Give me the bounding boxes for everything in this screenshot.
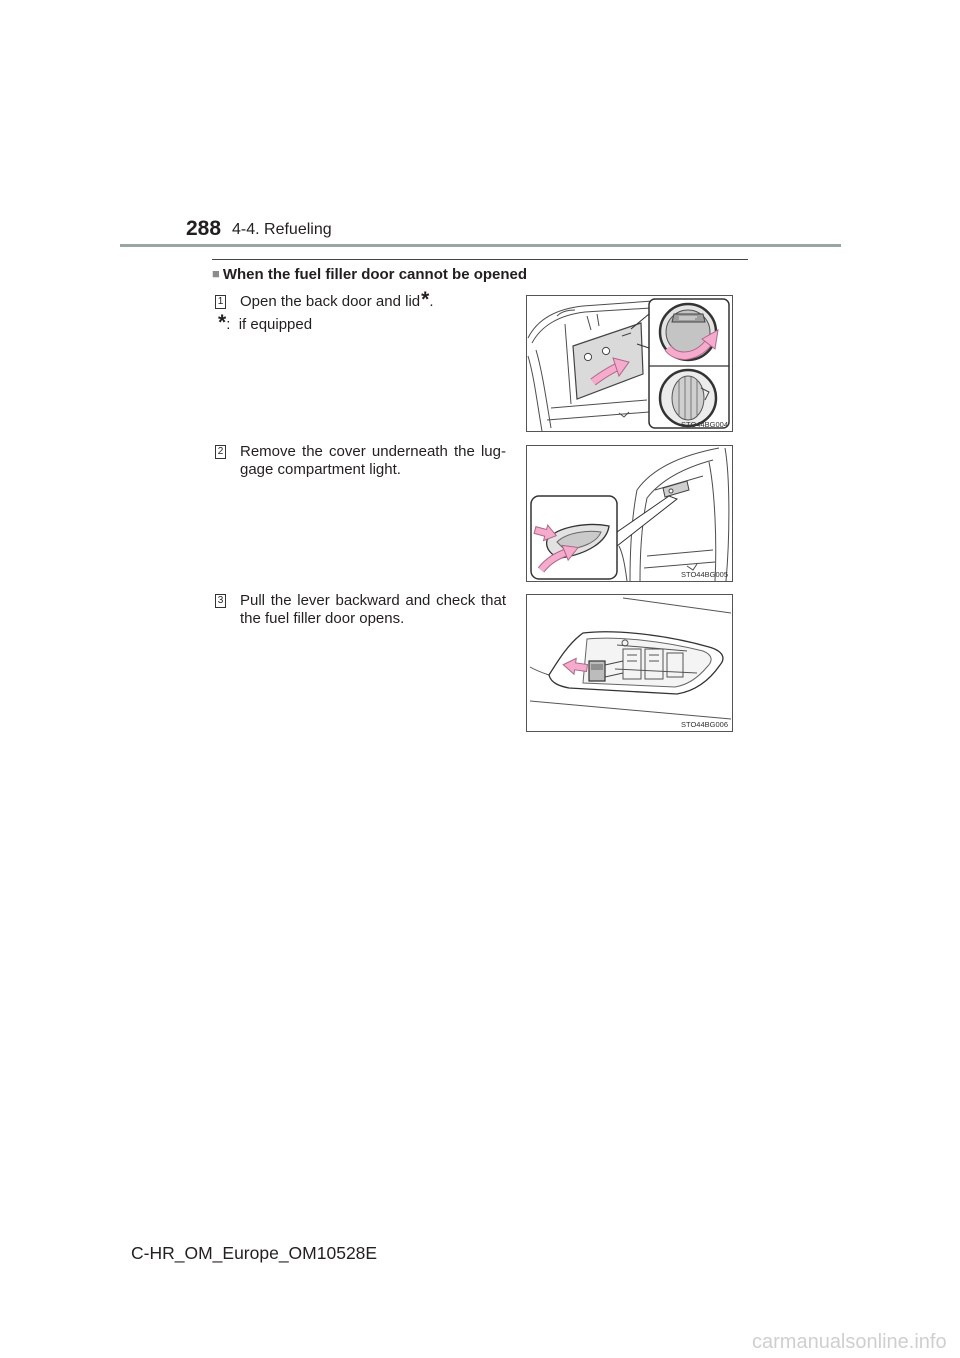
step-1-asterisk: *	[421, 288, 430, 311]
page-number: 288	[186, 217, 222, 240]
topic-rule	[212, 259, 748, 260]
step-3-text	[240, 592, 506, 628]
step-1-number: 1	[215, 295, 226, 309]
step-1-text	[240, 288, 506, 311]
section-name: 4-4. Refueling	[232, 221, 332, 238]
footnote-asterisk: *	[218, 311, 227, 334]
step-1-figure	[526, 295, 733, 432]
watermark: carmanualsonline.info	[752, 1331, 947, 1353]
back-door-lid-illustration	[527, 296, 732, 431]
header-rule	[120, 244, 841, 247]
car-rear-outline	[619, 448, 729, 581]
step-2-line-2: gage compartment light.	[240, 461, 401, 478]
step-1-period: .	[429, 293, 434, 310]
square-bullet-icon: ■	[212, 266, 220, 281]
release-lever-illustration	[527, 595, 732, 731]
step-2-figure	[526, 445, 733, 582]
step-2-line-1: Remove the cover underneath the lug-	[240, 443, 506, 460]
topic-title: When the fuel filler door cannot be opened	[222, 266, 528, 283]
callout-leader	[617, 496, 677, 546]
step-3-number: 3	[215, 594, 226, 608]
document-id: C-HR_OM_Europe_OM10528E	[131, 1243, 378, 1263]
step-3-line-2: the fuel filler door opens.	[240, 610, 405, 627]
step-1-instruction: Open the back door and lid	[240, 293, 421, 310]
cover-detail-callout	[531, 496, 617, 579]
step-3-figure	[526, 594, 733, 732]
fuel-cap-detail-callout	[649, 299, 729, 428]
figure-code: STO44BG005	[681, 570, 728, 579]
cap-side-view	[660, 370, 716, 426]
step-2-number: 2	[215, 445, 226, 459]
luggage-light-cover-illustration	[527, 446, 732, 581]
luggage-side-lid	[573, 323, 643, 399]
footnote-text: : if equipped	[226, 316, 313, 333]
figure-code: STO44BG004	[681, 420, 728, 429]
step-1-footnote	[218, 311, 313, 334]
figure-code: STO44BG006	[681, 720, 728, 729]
topic-heading	[212, 266, 527, 284]
step-3-line-1: Pull the lever backward and check that	[240, 592, 506, 609]
step-2-text	[240, 443, 506, 479]
